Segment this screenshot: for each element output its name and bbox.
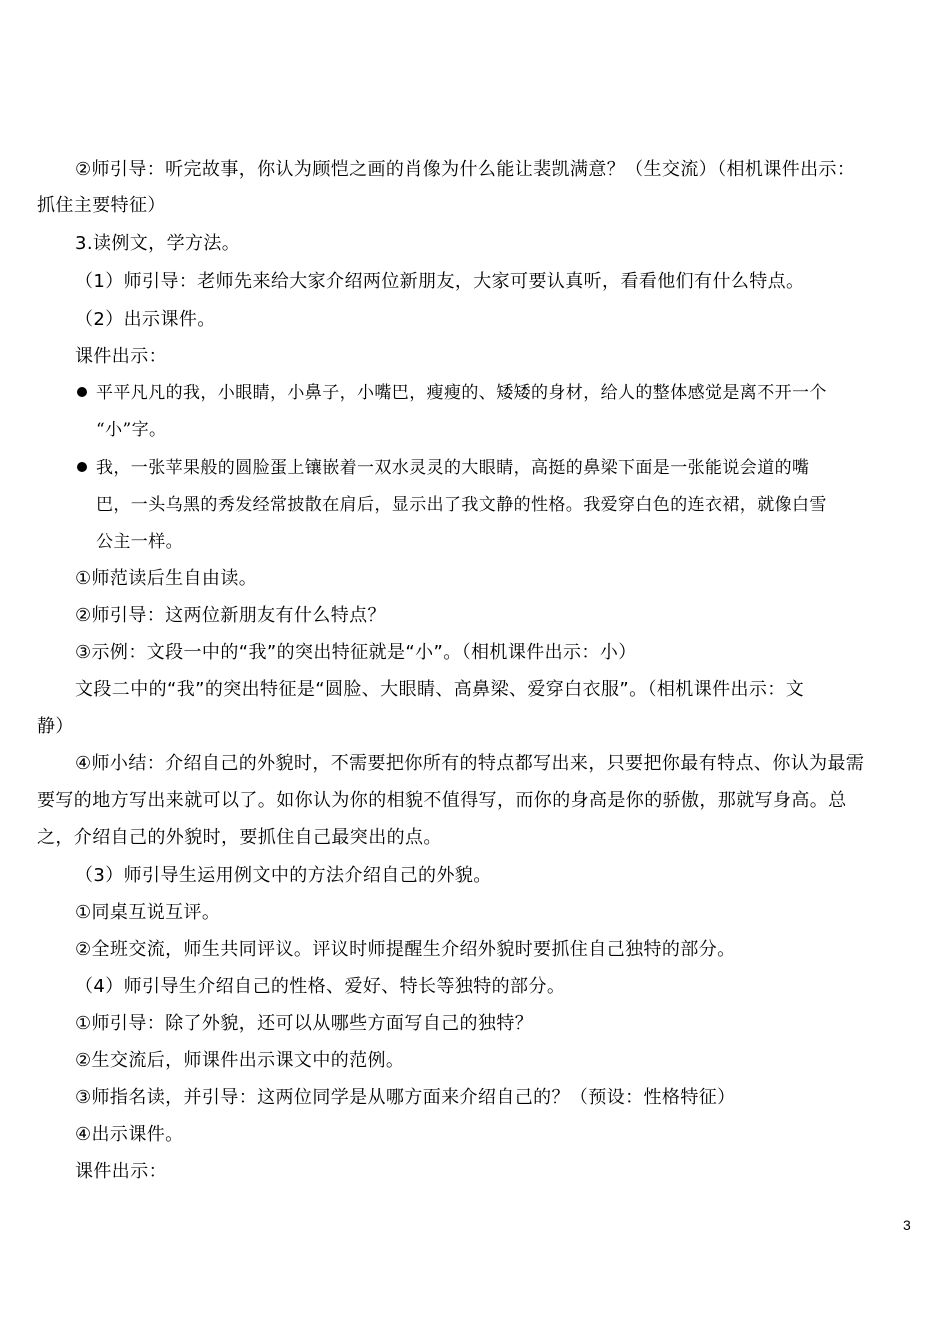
paragraph-line: ①同桌互说互评。 <box>75 902 221 923</box>
paragraph-line: 课件出示： <box>75 346 167 367</box>
paragraph-line: ①师范读后生自由读。 <box>75 568 258 589</box>
paragraph-line: ③示例：文段一中的“我”的突出特征就是“小”。（相机课件出示：小） <box>75 642 637 663</box>
paragraph-line: 文段二中的“我”的突出特征是“圆脸、大眼睛、高鼻梁、爱穿白衣服”。（相机课件出示：文 <box>75 679 805 700</box>
paragraph-line: 3.读例文，学方法。 <box>75 233 241 254</box>
bullet-line: 巴，一头乌黑的秀发经常披散在肩后，显示出了我文静的性格。我爱穿白色的连衣裙，就像白雪 <box>96 495 827 515</box>
paragraph-line: ②师引导：这两位新朋友有什么特点？ <box>75 605 386 626</box>
paragraph-line: （4）师引导生介绍自己的性格、爱好、特长等独特的部分。 <box>75 976 566 997</box>
paragraph-line: （1）师引导：老师先来给大家介绍两位新朋友，大家可要认真听，看看他们有什么特点。 <box>75 271 805 292</box>
bullet-line: 平平凡凡的我，小眼睛，小鼻子，小嘴巴，瘦瘦的、矮矮的身材，给人的整体感觉是离不开一个 <box>96 383 827 403</box>
paragraph-line: ④出示课件。 <box>75 1124 184 1145</box>
paragraph-line: ②全班交流，师生共同评议。评议时师提醒生介绍外貌时要抓住自己独特的部分。 <box>75 939 736 960</box>
paragraph-line: 之，介绍自己的外貌时，要抓住自己最突出的点。 <box>37 827 442 848</box>
bullet-dot-icon <box>77 387 87 397</box>
paragraph-line: 要写的地方写出来就可以了。如你认为你的相貌不值得写，而你的身高是你的骄傲，那就写身高。总 <box>37 790 847 811</box>
paragraph-line: ④师小结：介绍自己的外貌时，不需要把你所有的特点都写出来，只要把你最有特点、你认为最需 <box>75 753 865 774</box>
paragraph-line: ②师引导：听完故事，你认为顾恺之画的肖像为什么能让裴凯满意？（生交流）（相机课件出示： <box>75 159 856 180</box>
bullet-dot-icon <box>77 462 87 472</box>
bullet-line: 公主一样。 <box>96 532 183 552</box>
paragraph-line: 抓住主要特征） <box>37 195 166 216</box>
paragraph-line: ③师指名读，并引导：这两位同学是从哪方面来介绍自己的？（预设：性格特征） <box>75 1087 736 1108</box>
paragraph-line: 课件出示： <box>75 1161 167 1182</box>
paragraph-line: （2）出示课件。 <box>75 309 216 330</box>
bullet-line: “小”字。 <box>96 420 167 440</box>
paragraph-line: ①师引导：除了外貌，还可以从哪些方面写自己的独特？ <box>75 1013 534 1034</box>
page-number: 3 <box>903 1217 911 1233</box>
paragraph-line: 静） <box>37 716 74 737</box>
paragraph-line: ②生交流后，师课件出示课文中的范例。 <box>75 1050 405 1071</box>
bullet-line: 我，一张苹果般的圆脸蛋上镶嵌着一双水灵灵的大眼睛，高挺的鼻梁下面是一张能说会道的嘴 <box>96 458 810 478</box>
paragraph-line: （3）师引导生运用例文中的方法介绍自己的外貌。 <box>75 865 492 886</box>
